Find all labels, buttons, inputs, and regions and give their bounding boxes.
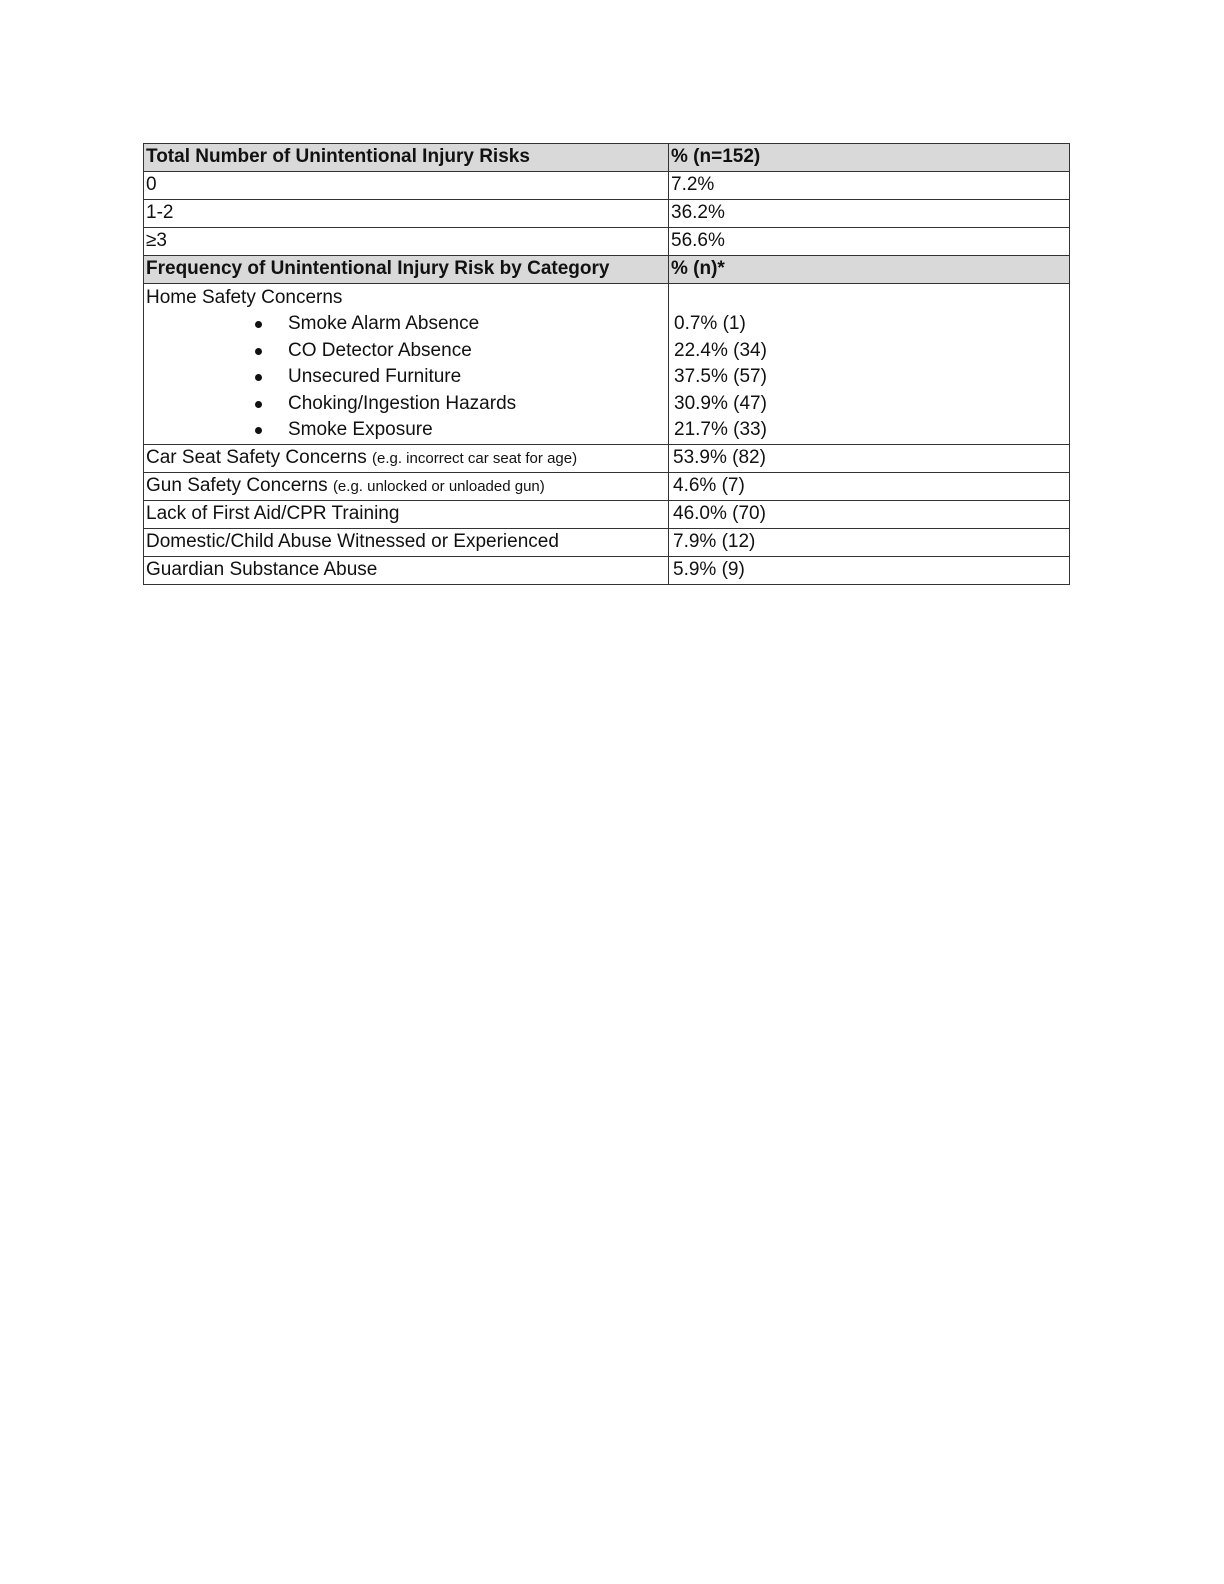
list-item <box>146 311 666 338</box>
table-row <box>144 172 1070 200</box>
table-row <box>144 228 1070 256</box>
row-value: 46.0% (70) <box>669 500 1070 528</box>
row-label: Lack of First Aid/CPR Training <box>144 500 669 528</box>
list-item <box>146 364 666 391</box>
row-label: Guardian Substance Abuse <box>144 556 669 584</box>
bullet-icon <box>255 401 262 408</box>
injury-risk-table <box>143 143 1070 585</box>
home-safety-list <box>146 311 666 444</box>
row-value: 36.2% <box>669 200 1070 228</box>
item-value: 22.4% (34) <box>674 339 767 361</box>
row-value: 7.9% (12) <box>669 528 1070 556</box>
header-label: Frequency of Unintentional Injury Risk by Category <box>144 256 669 284</box>
item-value: 21.7% (33) <box>674 419 767 440</box>
row-value: 4.6% (7) <box>669 472 1070 500</box>
home-safety-title: Home Safety Concerns <box>146 287 343 308</box>
row-label: Gun Safety Concerns <box>146 474 328 496</box>
row-label: 1-2 <box>144 200 669 228</box>
bullet-icon <box>255 321 262 328</box>
table-row <box>144 472 1070 500</box>
row-label: 0 <box>144 172 669 200</box>
row-label: Domestic/Child Abuse Witnessed or Experienced <box>144 528 669 556</box>
row-label-cell <box>144 472 669 500</box>
table-row <box>144 200 1070 228</box>
row-value: 53.9% (82) <box>669 444 1070 472</box>
home-safety-row <box>144 284 1070 445</box>
table-row <box>144 556 1070 584</box>
table-row <box>144 528 1070 556</box>
row-value: 7.2% <box>669 172 1070 200</box>
row-label-cell <box>144 444 669 472</box>
item-label: CO Detector Absence <box>288 339 472 361</box>
item-value: 30.9% (47) <box>674 392 767 414</box>
row-note: (e.g. unlocked or unloaded gun) <box>332 477 545 495</box>
list-item <box>146 391 666 418</box>
header-value-label: % (n=152) <box>669 144 1070 172</box>
table-row <box>144 444 1070 472</box>
row-value: 5.9% (9) <box>669 556 1070 584</box>
item-label: Choking/Ingestion Hazards <box>288 392 517 414</box>
row-label: ≥3 <box>144 228 669 256</box>
item-value: 37.5% (57) <box>674 366 767 387</box>
row-label: Car Seat Safety Concerns <box>146 446 367 468</box>
bullet-icon <box>255 427 262 434</box>
header-row-by-category <box>144 256 1070 284</box>
header-row-total-risks <box>144 144 1070 172</box>
home-safety-values <box>669 284 1070 445</box>
item-label: Unsecured Furniture <box>288 366 462 387</box>
bullet-icon <box>255 348 262 355</box>
home-safety-cell <box>144 284 669 445</box>
list-item <box>146 338 666 365</box>
row-note: (e.g. incorrect car seat for age) <box>372 449 578 467</box>
row-value: 56.6% <box>669 228 1070 256</box>
item-label: Smoke Alarm Absence <box>288 313 480 334</box>
table-row <box>144 500 1070 528</box>
bullet-icon <box>255 374 262 381</box>
item-label: Smoke Exposure <box>288 419 433 440</box>
header-label: Total Number of Unintentional Injury Risks <box>144 144 669 172</box>
header-value-label: % (n)* <box>669 256 1070 284</box>
list-item <box>146 417 666 444</box>
item-value: 0.7% (1) <box>674 313 746 334</box>
